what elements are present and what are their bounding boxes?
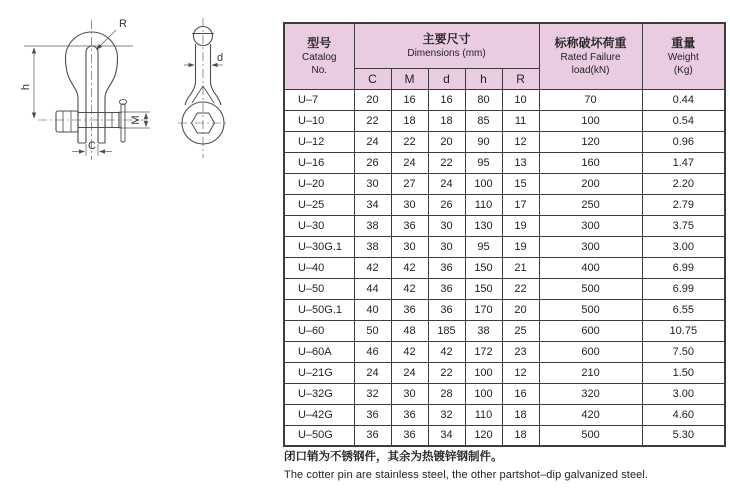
catalog-cell: U–21G: [284, 362, 354, 383]
catalog-cell: U–40: [284, 257, 354, 278]
value-cell: 6.99: [642, 257, 725, 278]
value-cell: 120: [465, 425, 502, 446]
table-row: [284, 425, 725, 446]
value-cell: 400: [539, 257, 642, 278]
value-cell: 36: [391, 215, 428, 236]
value-cell: 22: [428, 362, 465, 383]
table-row: [284, 383, 725, 404]
value-cell: 24: [391, 362, 428, 383]
value-cell: 38: [354, 215, 391, 236]
header-dimensions: [354, 23, 539, 68]
value-cell: 36: [391, 299, 428, 320]
table-row: [284, 89, 725, 110]
value-cell: 17: [502, 194, 539, 215]
header-dimensions-zh: 主要尺寸: [422, 31, 471, 46]
value-cell: 46: [354, 341, 391, 362]
value-cell: 4.60: [642, 404, 725, 425]
value-cell: 600: [539, 320, 642, 341]
value-cell: 36: [428, 278, 465, 299]
value-cell: 34: [428, 425, 465, 446]
value-cell: 85: [465, 110, 502, 131]
value-cell: 500: [539, 425, 642, 446]
value-cell: 36: [354, 404, 391, 425]
table-row: [284, 152, 725, 173]
value-cell: 300: [539, 236, 642, 257]
value-cell: 80: [465, 89, 502, 110]
value-cell: 36: [428, 299, 465, 320]
value-cell: 22: [354, 110, 391, 131]
value-cell: 110: [465, 404, 502, 425]
value-cell: 27: [391, 173, 428, 194]
header-load-en1: Rated Failure: [560, 51, 621, 63]
value-cell: 18: [502, 404, 539, 425]
spec-table: [283, 22, 726, 447]
technical-drawing: [8, 8, 270, 190]
value-cell: 24: [354, 131, 391, 152]
value-cell: 2.20: [642, 173, 725, 194]
value-cell: 16: [502, 383, 539, 404]
header-col-R: R: [502, 68, 539, 89]
value-cell: 36: [391, 425, 428, 446]
hex-nut-facets: [63, 111, 71, 132]
hex-nut-left: [56, 111, 78, 132]
value-cell: 95: [465, 152, 502, 173]
shackle-inner-slot: [86, 46, 98, 143]
value-cell: 30: [391, 236, 428, 257]
value-cell: 70: [539, 89, 642, 110]
note-english: The cotter pin are stainless steel, the other partshot–dip galvanized steel.: [284, 469, 649, 481]
value-cell: 25: [502, 320, 539, 341]
value-cell: 13: [502, 152, 539, 173]
table-row: [284, 173, 725, 194]
table-row: [284, 110, 725, 131]
header-catalog: [284, 23, 354, 89]
value-cell: 24: [391, 152, 428, 173]
catalog-cell: U–50G.1: [284, 299, 354, 320]
value-cell: 100: [465, 383, 502, 404]
value-cell: 15: [502, 173, 539, 194]
value-cell: 36: [428, 257, 465, 278]
value-cell: 1.47: [642, 152, 725, 173]
header-weight-en2: (Kg): [673, 64, 693, 76]
value-cell: 120: [539, 131, 642, 152]
value-cell: 24: [428, 173, 465, 194]
value-cell: 42: [428, 341, 465, 362]
header-load: [539, 23, 642, 89]
footer-notes: [284, 450, 724, 483]
value-cell: 16: [428, 89, 465, 110]
value-cell: 3.00: [642, 236, 725, 257]
value-cell: 160: [539, 152, 642, 173]
value-cell: 30: [391, 194, 428, 215]
value-cell: 90: [465, 131, 502, 152]
value-cell: 42: [391, 257, 428, 278]
value-cell: 0.96: [642, 131, 725, 152]
label-M: M: [130, 115, 142, 125]
table-row: [284, 320, 725, 341]
shackle-front-view: [38, 20, 145, 160]
value-cell: 12: [502, 362, 539, 383]
value-cell: 100: [465, 173, 502, 194]
catalog-cell: U–10: [284, 110, 354, 131]
catalog-cell: U–60A: [284, 341, 354, 362]
shackle-drawing-svg: [8, 8, 270, 190]
catalog-cell: U–42G: [284, 404, 354, 425]
value-cell: 20: [428, 131, 465, 152]
catalog-cell: U–30: [284, 215, 354, 236]
catalog-cell: U–16: [284, 152, 354, 173]
value-cell: 600: [539, 341, 642, 362]
value-cell: 26: [428, 194, 465, 215]
table-row: [284, 215, 725, 236]
value-cell: 12: [502, 131, 539, 152]
spec-table-body: [284, 89, 725, 446]
label-C: C: [88, 140, 96, 152]
catalog-cell: U–32G: [284, 383, 354, 404]
value-cell: 20: [354, 89, 391, 110]
value-cell: 250: [539, 194, 642, 215]
value-cell: 320: [539, 383, 642, 404]
shackle-side-view: [178, 18, 228, 158]
value-cell: 19: [502, 215, 539, 236]
value-cell: 30: [354, 173, 391, 194]
value-cell: 36: [391, 404, 428, 425]
value-cell: 100: [465, 362, 502, 383]
value-cell: 5.30: [642, 425, 725, 446]
header-weight-en1: Weight: [667, 51, 699, 63]
value-cell: 18: [391, 110, 428, 131]
value-cell: 16: [391, 89, 428, 110]
value-cell: 42: [391, 341, 428, 362]
value-cell: 24: [354, 362, 391, 383]
value-cell: 150: [465, 257, 502, 278]
header-weight: [642, 23, 725, 89]
value-cell: 11: [502, 110, 539, 131]
value-cell: 23: [502, 341, 539, 362]
value-cell: 21: [502, 257, 539, 278]
catalog-cell: U–25: [284, 194, 354, 215]
header-load-zh: 标称破坏荷重: [554, 35, 627, 50]
label-R: R: [119, 18, 127, 30]
value-cell: 20: [502, 299, 539, 320]
value-cell: 30: [391, 383, 428, 404]
cotter-pin: [121, 104, 125, 142]
catalog-cell: U–60: [284, 320, 354, 341]
catalog-cell: U–30G.1: [284, 236, 354, 257]
value-cell: 170: [465, 299, 502, 320]
value-cell: 150: [465, 278, 502, 299]
value-cell: 6.55: [642, 299, 725, 320]
header-catalog-zh: 型号: [307, 35, 332, 50]
value-cell: 7.50: [642, 341, 725, 362]
value-cell: 200: [539, 173, 642, 194]
header-weight-zh: 重量: [671, 35, 696, 50]
header-load-en2: load(kN): [571, 64, 610, 76]
header-col-C: C: [354, 68, 391, 89]
value-cell: 3.00: [642, 383, 725, 404]
table-row: [284, 278, 725, 299]
table-row: [284, 194, 725, 215]
value-cell: 0.44: [642, 89, 725, 110]
label-h: h: [20, 83, 32, 91]
value-cell: 38: [465, 320, 502, 341]
catalog-cell: U–50: [284, 278, 354, 299]
table-row: [284, 362, 725, 383]
value-cell: 130: [465, 215, 502, 236]
note-chinese: 闭口销为不锈钢件，其余为热镀锌钢制件。: [284, 451, 503, 463]
value-cell: 50: [354, 320, 391, 341]
value-cell: 10.75: [642, 320, 725, 341]
value-cell: 500: [539, 278, 642, 299]
value-cell: 28: [428, 383, 465, 404]
value-cell: 34: [354, 194, 391, 215]
value-cell: 6.99: [642, 278, 725, 299]
catalog-cell: U–7: [284, 89, 354, 110]
value-cell: 48: [391, 320, 428, 341]
value-cell: 32: [428, 404, 465, 425]
table-row: [284, 236, 725, 257]
value-cell: 42: [391, 278, 428, 299]
catalog-cell: U–20: [284, 173, 354, 194]
catalog-cell: U–50G: [284, 425, 354, 446]
header-dimensions-en: Dimensions (mm): [407, 47, 486, 59]
value-cell: 3.75: [642, 215, 725, 236]
table-row: [284, 299, 725, 320]
value-cell: 210: [539, 362, 642, 383]
value-cell: 18: [502, 425, 539, 446]
value-cell: 110: [465, 194, 502, 215]
value-cell: 10: [502, 89, 539, 110]
value-cell: 100: [539, 110, 642, 131]
value-cell: 30: [428, 236, 465, 257]
value-cell: 44: [354, 278, 391, 299]
value-cell: 42: [354, 257, 391, 278]
value-cell: 172: [465, 341, 502, 362]
table-row: [284, 131, 725, 152]
value-cell: 19: [502, 236, 539, 257]
value-cell: 1.50: [642, 362, 725, 383]
value-cell: 95: [465, 236, 502, 257]
value-cell: 185: [428, 320, 465, 341]
value-cell: 300: [539, 215, 642, 236]
value-cell: 40: [354, 299, 391, 320]
header-catalog-en1: Catalog: [302, 51, 337, 63]
value-cell: 30: [428, 215, 465, 236]
value-cell: 18: [428, 110, 465, 131]
value-cell: 26: [354, 152, 391, 173]
catalog-cell: U–12: [284, 131, 354, 152]
spec-table-header: [284, 23, 725, 89]
value-cell: 0.54: [642, 110, 725, 131]
header-col-h: h: [465, 68, 502, 89]
value-cell: 2.79: [642, 194, 725, 215]
value-cell: 22: [391, 131, 428, 152]
label-d: d: [217, 52, 224, 64]
table-row: [284, 341, 725, 362]
value-cell: 38: [354, 236, 391, 257]
value-cell: 420: [539, 404, 642, 425]
header-catalog-en2: No.: [311, 64, 328, 76]
value-cell: 500: [539, 299, 642, 320]
table-row: [284, 257, 725, 278]
table-row: [284, 404, 725, 425]
value-cell: 32: [354, 383, 391, 404]
value-cell: 36: [354, 425, 391, 446]
value-cell: 22: [502, 278, 539, 299]
value-cell: 22: [428, 152, 465, 173]
header-col-M: M: [391, 68, 428, 89]
header-col-d: d: [428, 68, 465, 89]
